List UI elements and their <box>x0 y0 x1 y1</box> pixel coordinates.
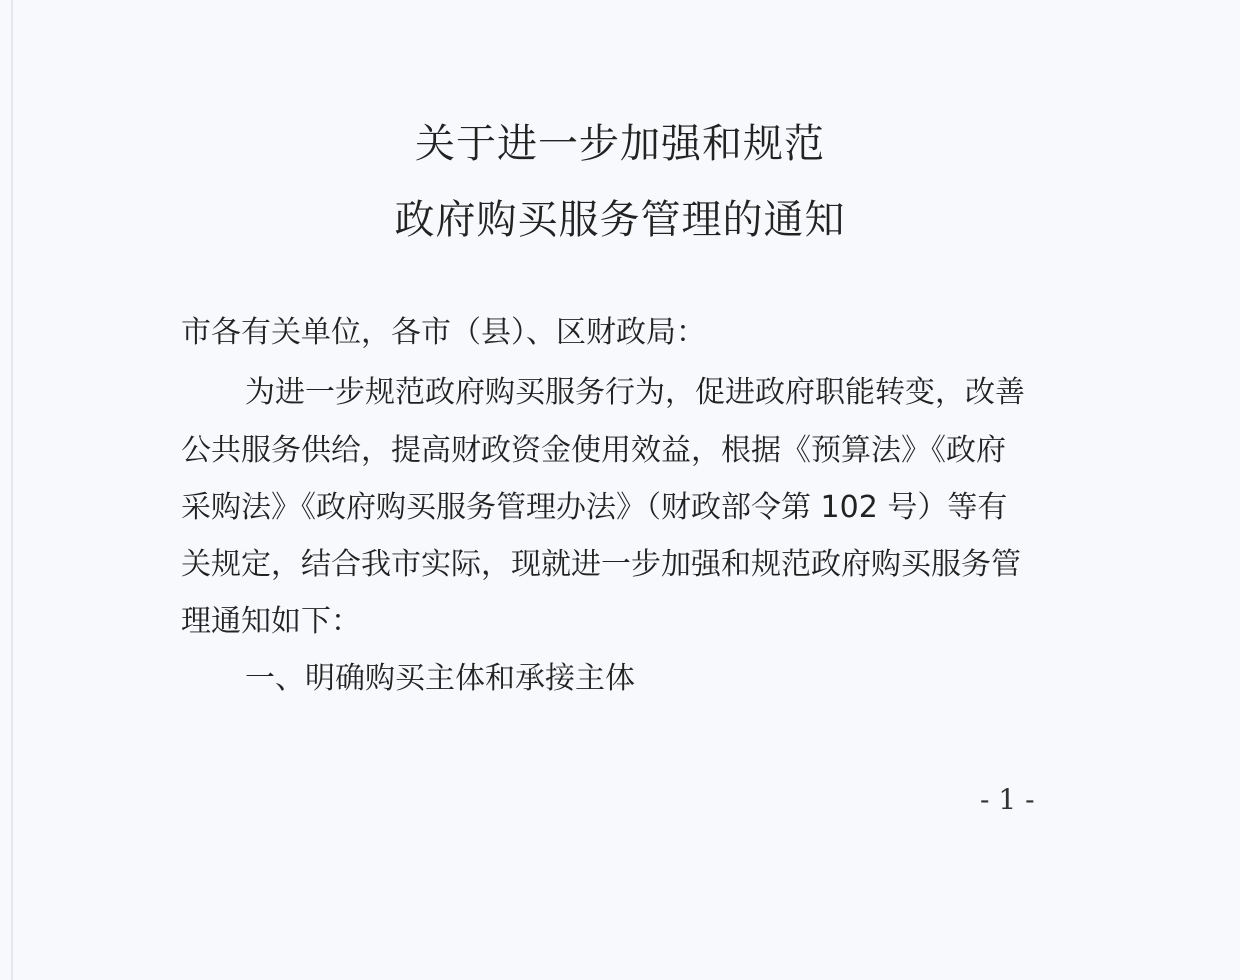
section-heading: 一、明确购买主体和承接主体 <box>245 661 635 696</box>
salutation: 市各有关单位，各市（县）、区财政局： <box>181 315 706 350</box>
document-title-line-2: 政府购买服务管理的通知 <box>394 197 846 243</box>
paragraph-line-2: 公共服务供给，提高财政资金使用效益，根据《预算法》《政府 <box>181 433 1006 468</box>
page-number: - 1 - <box>980 783 1035 816</box>
document-title-line-1: 关于进一步加强和规范 <box>415 121 825 167</box>
paragraph-line-1: 为进一步规范政府购买服务行为，促进政府职能转变，改善 <box>245 375 1025 410</box>
paragraph-line-3: 采购法》《政府购买服务管理办法》（财政部令第 102 号）等有 <box>181 490 1008 525</box>
paragraph-line-4: 关规定，结合我市实际，现就进一步加强和规范政府购买服务管 <box>181 547 1021 582</box>
paragraph-line-5: 理通知如下： <box>181 604 361 639</box>
